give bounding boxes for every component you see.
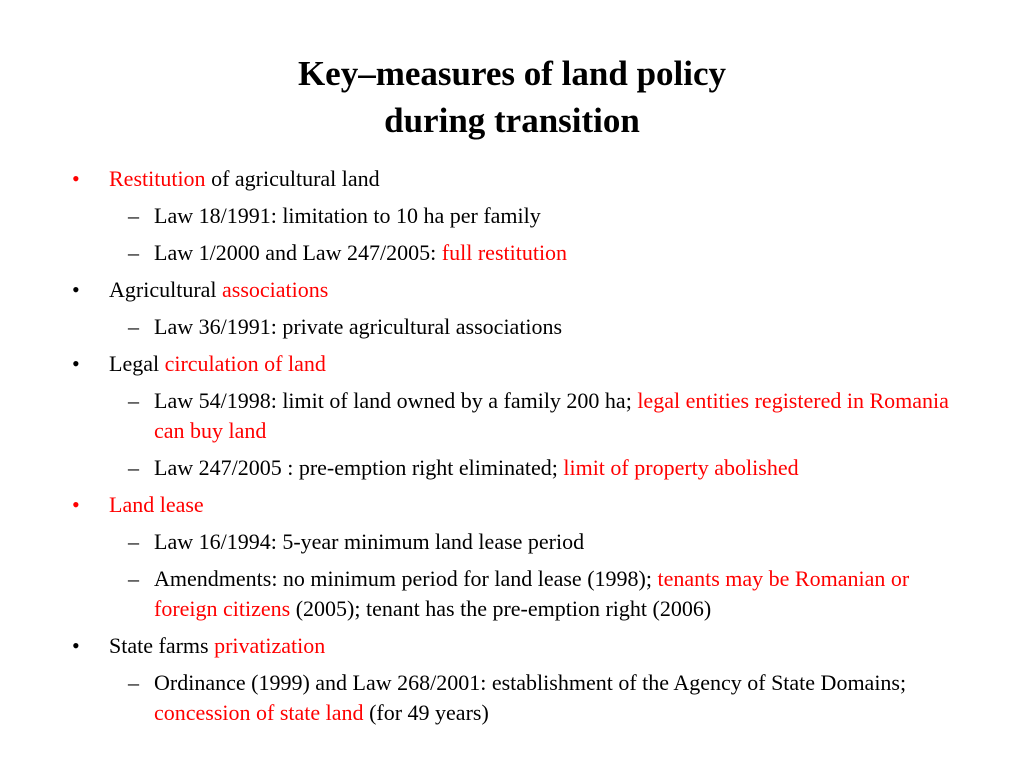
dash-marker: –: [128, 566, 139, 591]
body-text: of agricultural land: [205, 166, 380, 191]
dash-marker: –: [128, 314, 139, 339]
body-text: Ordinance (1999) and Law 268/2001: establishment of the Agency of State Domains;: [154, 670, 907, 695]
sub-bullet-item: [0, 238, 964, 268]
dash-marker: –: [128, 455, 139, 480]
body-text: Law 18/1991: limitation to 10 ha per family: [154, 203, 541, 228]
highlight-text: tenants may be Romanian or foreign citizens: [154, 566, 910, 621]
bullet-item: [0, 349, 1024, 379]
bullet-marker: •: [72, 351, 80, 376]
sub-bullet-item: [0, 453, 964, 483]
body-text: Amendments: no minimum period for land lease (1998);: [154, 566, 658, 591]
bullet-list: [0, 164, 1024, 735]
body-text: Legal: [109, 351, 165, 376]
dash-marker: –: [128, 529, 139, 554]
bullet-item: [0, 164, 1024, 194]
sub-bullet-item: [0, 668, 964, 728]
bullet-marker: •: [72, 492, 80, 517]
sub-bullet-item: [0, 386, 964, 446]
highlight-text: privatization: [214, 633, 326, 658]
highlight-text: circulation of land: [164, 351, 326, 376]
sub-bullet-item: [0, 201, 964, 231]
sub-bullet-item: [0, 312, 964, 342]
bullet-marker: •: [72, 633, 80, 658]
body-text: Agricultural: [109, 277, 223, 302]
body-text: Law 1/2000 and Law 247/2005:: [154, 240, 442, 265]
body-text: (2005); tenant has the pre-emption right (2006): [290, 596, 712, 621]
body-text: Law 16/1994: 5-year minimum land lease period: [154, 529, 585, 554]
sub-bullet-item: [0, 564, 964, 624]
highlight-text: full restitution: [441, 240, 568, 265]
highlight-text: legal entities registered in Romania can buy land: [154, 388, 949, 443]
sub-bullet-item: [0, 527, 964, 557]
highlight-text: associations: [222, 277, 329, 302]
body-text: Law 54/1998: limit of land owned by a family 200 ha;: [154, 388, 638, 413]
highlight-text: limit of property abolished: [563, 455, 799, 480]
body-text: Law 247/2005 : pre-emption right eliminated;: [154, 455, 564, 480]
title-line-2: during transition: [384, 101, 640, 140]
body-text: State farms: [109, 633, 215, 658]
highlight-text: concession of state land: [154, 700, 364, 725]
bullet-item: [0, 490, 1024, 520]
highlight-text: Restitution: [109, 166, 206, 191]
body-text: Law 36/1991: private agricultural associations: [154, 314, 563, 339]
bullet-marker: •: [72, 166, 80, 191]
bullet-item: [0, 275, 1024, 305]
bullet-marker: •: [72, 277, 80, 302]
body-text: (for 49 years): [363, 700, 489, 725]
slide-title: [0, 50, 1024, 144]
dash-marker: –: [128, 388, 139, 413]
bullet-item: [0, 631, 1024, 661]
dash-marker: –: [128, 240, 139, 265]
highlight-text: Land lease: [109, 492, 204, 517]
title-line-1: Key–measures of land policy: [297, 54, 727, 93]
dash-marker: –: [128, 670, 139, 695]
dash-marker: –: [128, 203, 139, 228]
